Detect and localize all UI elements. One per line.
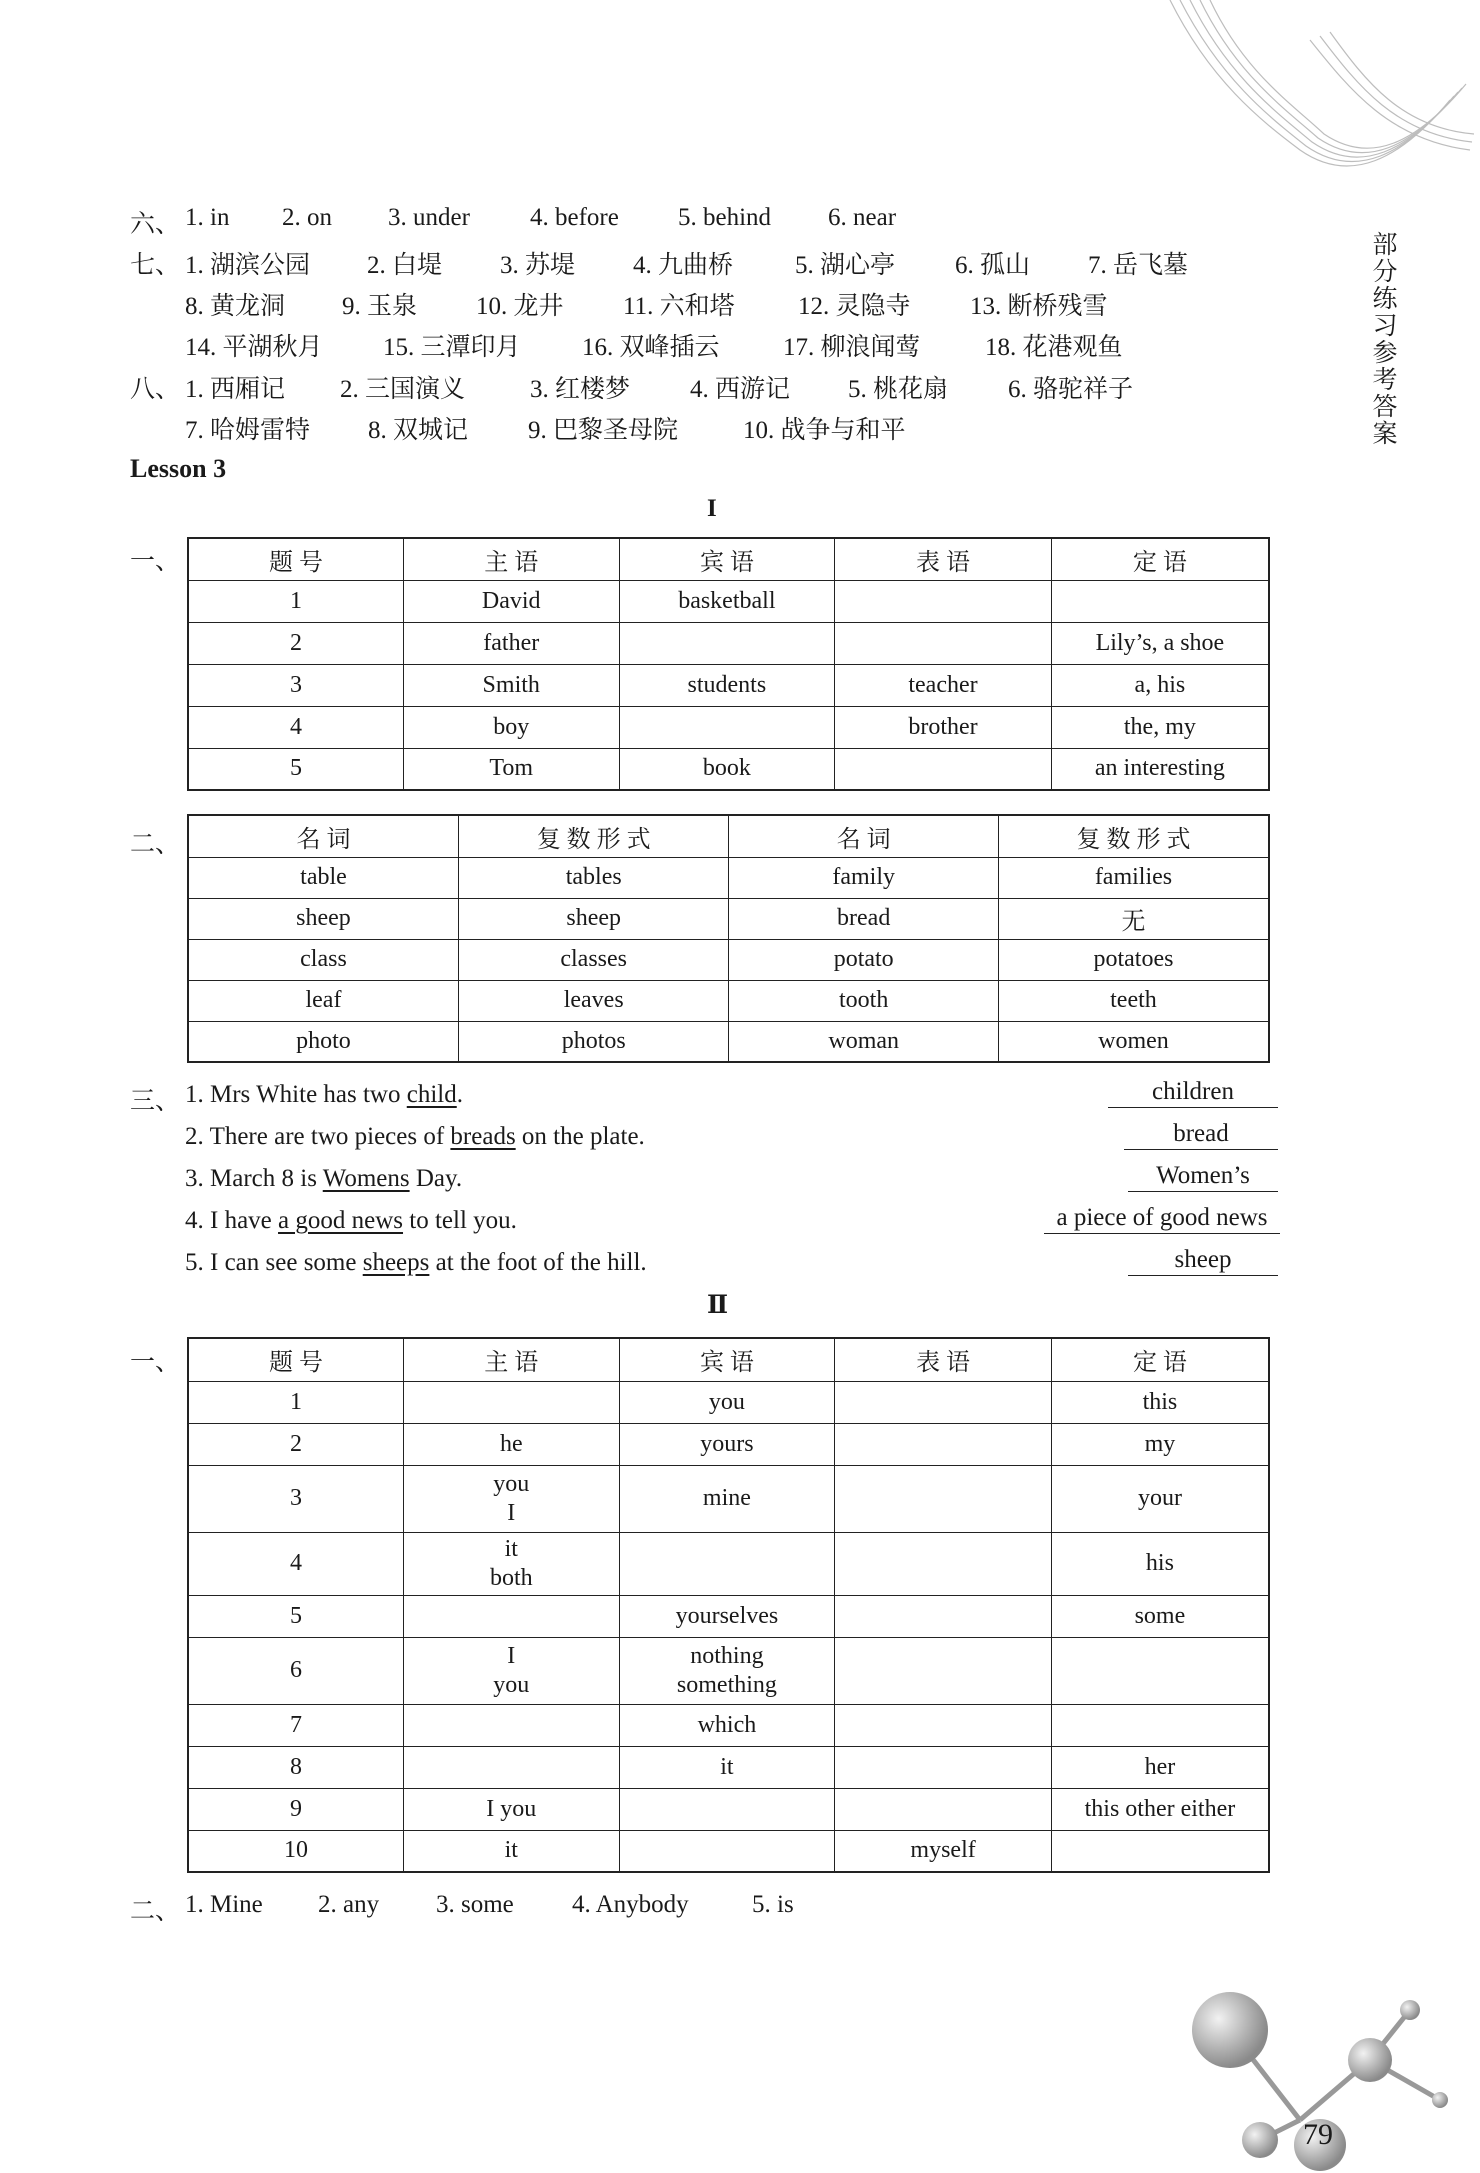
table-cell <box>835 748 1052 790</box>
table-cell: 8 <box>188 1746 404 1788</box>
answer-item: 5. 桃花扇 <box>848 376 949 403</box>
answer-item: 15. 三潭印月 <box>383 334 521 361</box>
answer-item: 1. in <box>185 204 230 231</box>
answer-item: 1. 西厢记 <box>185 376 286 403</box>
answer-item: 3. 红楼梦 <box>530 376 631 403</box>
answer-item: 8. 黄龙洞 <box>185 293 286 320</box>
error-word: a good news <box>278 1207 404 1234</box>
sentence-number: 5. <box>185 1249 204 1276</box>
table-cell: 9 <box>188 1788 404 1830</box>
table-cell: 2 <box>188 1423 404 1465</box>
table-row <box>188 1423 1269 1465</box>
sentence-number: 2. <box>185 1123 204 1150</box>
answer-item: 10. 龙井 <box>476 293 564 320</box>
answer-item: 12. 灵隐寺 <box>798 293 911 320</box>
table-cell: 2 <box>188 622 403 664</box>
error-word: sheeps <box>362 1249 430 1276</box>
table-row <box>188 980 1269 1021</box>
table-cell: I you <box>404 1637 620 1704</box>
sentence-text: Mrs White has two <box>210 1081 407 1108</box>
table-cell: sheep <box>458 898 728 939</box>
table-cell: 3 <box>188 664 403 706</box>
answer-item: 9. 玉泉 <box>342 293 418 320</box>
table-header: 定 语 <box>1051 1338 1269 1381</box>
table-cell: Lily’s, a shoe <box>1051 622 1269 664</box>
error-word: Womens <box>322 1165 410 1192</box>
table-row <box>188 664 1269 706</box>
part-2-q1-mark: 一、 <box>130 1349 181 1376</box>
table-cell <box>619 1788 835 1830</box>
section-8 <box>130 369 180 405</box>
part-1-q3-mark: 三、 <box>130 1088 181 1115</box>
section-6-mark: 六、 <box>130 211 181 238</box>
answer-item: 5. behind <box>678 204 772 231</box>
sentence <box>185 1249 647 1277</box>
table-row <box>188 939 1269 980</box>
answer-item: 5. 湖心亭 <box>795 252 896 279</box>
table-cell: his <box>1051 1532 1269 1595</box>
sentence-text: I can see some <box>210 1249 363 1276</box>
table-cell <box>404 1381 620 1423</box>
answer-item: 2. 三国演义 <box>340 376 466 403</box>
answer-item: 6. 骆驼祥子 <box>1008 376 1134 403</box>
table-cell: an interesting <box>1051 748 1269 790</box>
answer-item: 4. 西游记 <box>690 376 791 403</box>
table-cell <box>619 622 835 664</box>
part-2-q1-table <box>187 1337 1270 1873</box>
answer-item: 9. 巴黎圣母院 <box>528 417 679 444</box>
part-2-q2-mark: 二、 <box>130 1898 181 1925</box>
table-cell: bread <box>729 898 999 939</box>
answer-item: 10. 战争与和平 <box>743 417 906 444</box>
sentence <box>185 1123 645 1151</box>
table-cell: leaf <box>188 980 458 1021</box>
sentence-text: at the foot of the hill. <box>429 1249 647 1276</box>
answer-item: 4. before <box>530 204 619 231</box>
answer-item: 2. on <box>282 204 332 231</box>
table-cell <box>1051 1637 1269 1704</box>
answer-item: 18. 花港观鱼 <box>985 334 1123 361</box>
table-cell <box>404 1704 620 1746</box>
table-cell: 1 <box>188 580 403 622</box>
table-cell: this <box>1051 1381 1269 1423</box>
table-cell <box>835 622 1052 664</box>
table-row <box>188 580 1269 622</box>
table-cell <box>835 1532 1052 1595</box>
table-cell: my <box>1051 1423 1269 1465</box>
table-row <box>188 857 1269 898</box>
table-cell: you I <box>404 1465 620 1532</box>
answer-item: 5. is <box>752 1891 794 1918</box>
answer-line: a piece of good news <box>1044 1203 1280 1234</box>
table-cell: it <box>404 1830 620 1872</box>
part-1-heading: I <box>707 495 717 522</box>
table-cell <box>1051 580 1269 622</box>
table-header: 复 数 形 式 <box>998 815 1269 857</box>
answer-item: 3. under <box>388 204 470 231</box>
table-cell <box>1051 1704 1269 1746</box>
table-cell: classes <box>458 939 728 980</box>
table-cell: some <box>1051 1595 1269 1637</box>
table-row <box>188 1637 1269 1704</box>
table-cell <box>835 1788 1052 1830</box>
table-cell: brother <box>835 706 1052 748</box>
table-cell: Smith <box>403 664 619 706</box>
table-cell: 4 <box>188 1532 404 1595</box>
table-row <box>188 1746 1269 1788</box>
answer-item: 11. 六和塔 <box>623 293 735 320</box>
sentence <box>185 1207 517 1235</box>
table-cell: you <box>619 1381 835 1423</box>
error-word: breads <box>450 1123 516 1150</box>
table-cell <box>835 1381 1052 1423</box>
table-row <box>188 622 1269 664</box>
sentence-number: 3. <box>185 1165 204 1192</box>
table-cell: David <box>403 580 619 622</box>
table-header-row <box>188 1338 1269 1381</box>
table-cell: it <box>619 1746 835 1788</box>
table-cell <box>619 706 835 748</box>
answer-item: 3. 苏堤 <box>500 252 576 279</box>
table-cell: 6 <box>188 1637 404 1704</box>
answer-item: 3. some <box>436 1891 514 1918</box>
sentence-text: I have <box>210 1207 279 1234</box>
table-row <box>188 1381 1269 1423</box>
table-cell: I you <box>404 1788 620 1830</box>
table-header: 表 语 <box>835 538 1052 580</box>
table-cell: he <box>404 1423 620 1465</box>
page-number: 79 <box>1303 2118 1333 2151</box>
part-2-heading: Ⅱ <box>707 1292 729 1319</box>
answer-item: 4. 九曲桥 <box>633 252 734 279</box>
table-cell: potato <box>729 939 999 980</box>
part-1-q2-mark: 二、 <box>130 831 181 858</box>
answer-item: 2. any <box>318 1891 380 1918</box>
table-header: 主 语 <box>404 1338 620 1381</box>
table-cell: yours <box>619 1423 835 1465</box>
sentence-text: March 8 is <box>210 1165 323 1192</box>
sidebar-label: 部分练习参考答案 <box>1372 232 1398 448</box>
table-row <box>188 1595 1269 1637</box>
table-cell <box>835 1746 1052 1788</box>
table-row <box>188 1465 1269 1532</box>
answer-item: 6. 孤山 <box>955 252 1031 279</box>
table-cell: leaves <box>458 980 728 1021</box>
table-row <box>188 1788 1269 1830</box>
table-cell: sheep <box>188 898 458 939</box>
table-header: 复 数 形 式 <box>458 815 728 857</box>
table-cell: her <box>1051 1746 1269 1788</box>
ribbon-decoration <box>1150 0 1480 230</box>
table-cell: family <box>729 857 999 898</box>
section-6 <box>130 204 180 240</box>
table-cell <box>404 1595 620 1637</box>
answer-line: children <box>1108 1077 1278 1108</box>
table-header: 宾 语 <box>619 1338 835 1381</box>
table-cell <box>404 1746 620 1788</box>
table-row <box>188 1704 1269 1746</box>
table-header: 名 词 <box>188 815 458 857</box>
table-header-row <box>188 815 1269 857</box>
table-header: 宾 语 <box>619 538 835 580</box>
table-row <box>188 1021 1269 1062</box>
table-cell: 7 <box>188 1704 404 1746</box>
table-row <box>188 1830 1269 1872</box>
table-cell: boy <box>403 706 619 748</box>
table-cell: it both <box>404 1532 620 1595</box>
table-cell: yourselves <box>619 1595 835 1637</box>
table-cell: class <box>188 939 458 980</box>
answer-line: Women’s <box>1128 1161 1278 1192</box>
table-cell: photos <box>458 1021 728 1062</box>
table-cell: 5 <box>188 748 403 790</box>
table-cell <box>835 1465 1052 1532</box>
table-cell: families <box>998 857 1269 898</box>
table-cell <box>835 1595 1052 1637</box>
table-cell: photo <box>188 1021 458 1062</box>
table-cell: a, his <box>1051 664 1269 706</box>
table-cell: Tom <box>403 748 619 790</box>
table-cell: teeth <box>998 980 1269 1021</box>
table-row <box>188 748 1269 790</box>
table-cell: your <box>1051 1465 1269 1532</box>
table-cell: which <box>619 1704 835 1746</box>
table-header: 表 语 <box>835 1338 1052 1381</box>
answer-item: 2. 白堤 <box>367 252 443 279</box>
table-row <box>188 898 1269 939</box>
table-cell: father <box>403 622 619 664</box>
sentence-number: 1. <box>185 1081 204 1108</box>
answer-item: 6. near <box>828 204 897 231</box>
table-cell: women <box>998 1021 1269 1062</box>
sentence-text: on the plate. <box>515 1123 645 1150</box>
table-cell <box>835 580 1052 622</box>
table-header: 题 号 <box>188 538 403 580</box>
section-7 <box>130 245 180 281</box>
section-8-mark: 八、 <box>130 376 181 403</box>
table-cell: 1 <box>188 1381 404 1423</box>
table-cell: 10 <box>188 1830 404 1872</box>
answer-item: 16. 双峰插云 <box>582 334 720 361</box>
answer-item: 13. 断桥残雪 <box>970 293 1108 320</box>
table-cell: tooth <box>729 980 999 1021</box>
answer-item: 1. 湖滨公园 <box>185 252 311 279</box>
table-row <box>188 1532 1269 1595</box>
table-cell: potatoes <box>998 939 1269 980</box>
section-7-mark: 七、 <box>130 252 181 279</box>
table-cell: nothing something <box>619 1637 835 1704</box>
table-cell: table <box>188 857 458 898</box>
table-header: 定 语 <box>1051 538 1269 580</box>
table-cell: 5 <box>188 1595 404 1637</box>
sentence-text: to tell you. <box>403 1207 517 1234</box>
table-cell: 无 <box>998 898 1269 939</box>
answer-line: bread <box>1124 1119 1278 1150</box>
table-cell: 4 <box>188 706 403 748</box>
table-cell: this other either <box>1051 1788 1269 1830</box>
sentence-number: 4. <box>185 1207 204 1234</box>
answer-item: 14. 平湖秋月 <box>185 334 323 361</box>
sentence <box>185 1081 463 1109</box>
table-cell <box>835 1637 1052 1704</box>
table-cell <box>619 1830 835 1872</box>
lesson-title: Lesson 3 <box>130 454 227 483</box>
sentence-text: . <box>456 1081 463 1108</box>
answer-item: 17. 柳浪闻莺 <box>783 334 921 361</box>
table-cell: the, my <box>1051 706 1269 748</box>
answer-line: sheep <box>1128 1245 1278 1276</box>
answer-item: 7. 岳飞墓 <box>1088 252 1189 279</box>
table-cell: book <box>619 748 835 790</box>
table-cell <box>619 1532 835 1595</box>
error-word: child <box>406 1081 457 1108</box>
part-1-q2-table <box>187 814 1270 1063</box>
table-header: 题 号 <box>188 1338 404 1381</box>
sentence-text: Day. <box>409 1165 463 1192</box>
answer-item: 1. Mine <box>185 1891 263 1918</box>
table-header: 主 语 <box>403 538 619 580</box>
table-cell: 3 <box>188 1465 404 1532</box>
table-cell: tables <box>458 857 728 898</box>
table-cell: myself <box>835 1830 1052 1872</box>
table-header-row <box>188 538 1269 580</box>
table-cell: basketball <box>619 580 835 622</box>
table-cell: woman <box>729 1021 999 1062</box>
table-header: 名 词 <box>729 815 999 857</box>
table-cell <box>1051 1830 1269 1872</box>
sentence <box>185 1165 462 1193</box>
answer-item: 8. 双城记 <box>368 417 469 444</box>
part-1-q1-table <box>187 537 1270 791</box>
table-row <box>188 706 1269 748</box>
sentence-text: There are two pieces of <box>209 1123 451 1150</box>
part-1-q1-mark: 一、 <box>130 548 181 575</box>
table-cell <box>835 1704 1052 1746</box>
answer-item: 4. Anybody <box>572 1891 689 1918</box>
table-cell: students <box>619 664 835 706</box>
table-cell: teacher <box>835 664 1052 706</box>
table-cell <box>835 1423 1052 1465</box>
table-cell: mine <box>619 1465 835 1532</box>
answer-item: 7. 哈姆雷特 <box>185 417 311 444</box>
